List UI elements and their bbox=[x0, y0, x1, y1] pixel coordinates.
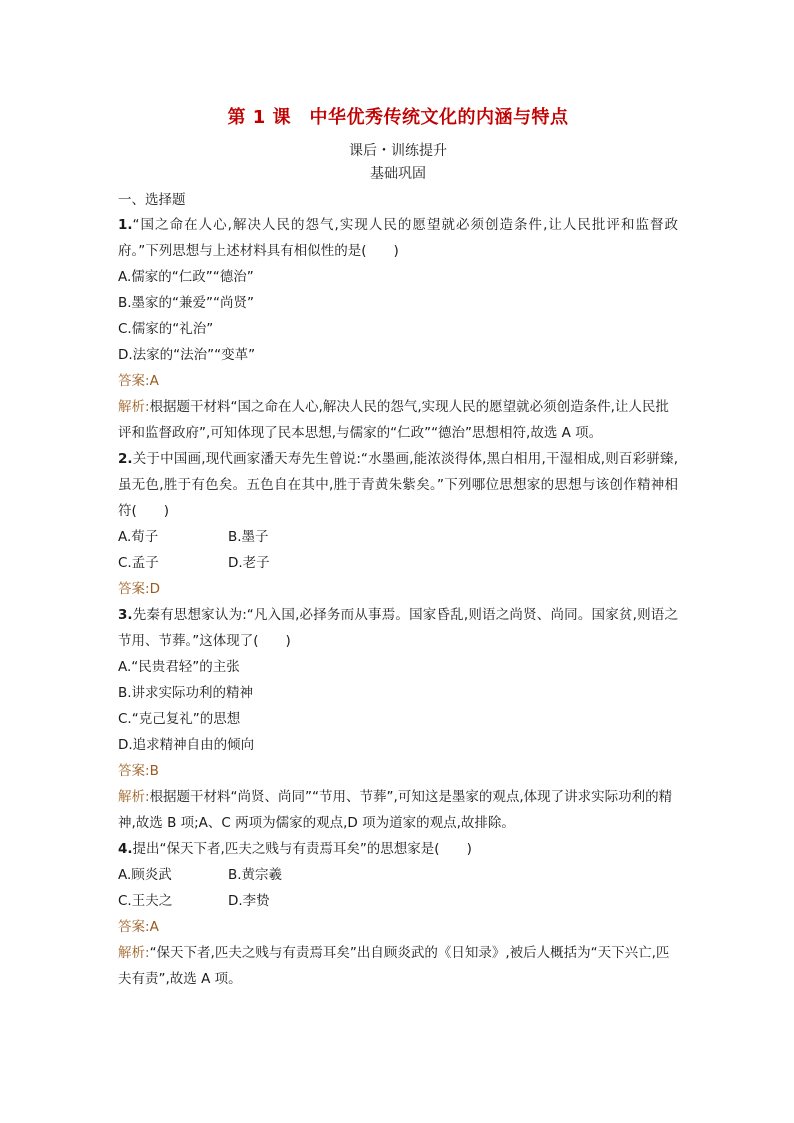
analysis-line bbox=[118, 784, 678, 836]
options-row-2 bbox=[118, 888, 678, 914]
part-heading: 一、选择题 bbox=[118, 192, 186, 208]
answer-line bbox=[118, 576, 678, 602]
question-1 bbox=[118, 212, 678, 446]
answer-value: A bbox=[149, 373, 159, 389]
analysis-text: “保天下者,匹夫之贱与有责焉耳矣”出自顾炎武的《日知录》,被后人概括为“天下兴亡,匹夫有责”,故选 A 项。 bbox=[118, 945, 670, 987]
option-c: C.“克己复礼”的思想 bbox=[118, 711, 241, 727]
option-b: B.墨子 bbox=[228, 529, 269, 545]
analysis-label: 解析: bbox=[118, 399, 150, 415]
question-stem bbox=[118, 446, 678, 524]
options-row-1 bbox=[118, 862, 678, 888]
question-stem bbox=[118, 836, 678, 862]
question-3 bbox=[118, 602, 678, 836]
option-d: D.李贽 bbox=[228, 893, 270, 909]
answer-label: 答案: bbox=[118, 919, 150, 935]
answer-label: 答案: bbox=[118, 581, 150, 597]
option-b: B.墨家的“兼爱”“尚贤” bbox=[118, 295, 255, 311]
answer-label: 答案: bbox=[118, 373, 150, 389]
question-2 bbox=[118, 446, 678, 602]
option-a: A.顾炎武 bbox=[118, 867, 172, 883]
options-row-1 bbox=[118, 524, 678, 550]
question-text: 先秦有思想家认为:“凡入国,必择务而从事焉。国家昏乱,则语之尚贤、尚同。国家贫,则语之节用、节葬。”这体现了( ) bbox=[118, 607, 678, 649]
answer-label: 答案: bbox=[118, 763, 150, 779]
analysis-label: 解析: bbox=[118, 789, 150, 805]
lesson-title: 第 1 课 中华优秀传统文化的内涵与特点 bbox=[227, 107, 569, 128]
question-text: “国之命在人心,解决人民的怨气,实现人民的愿望就必须创造条件,让人民批评和监督政府。”下列思想与上述材料具有相似性的是( ) bbox=[118, 217, 678, 259]
option-b: B.讲求实际功利的精神 bbox=[118, 685, 254, 701]
document-page bbox=[118, 104, 678, 992]
option-a: A.儒家的“仁政”“德治” bbox=[118, 269, 254, 285]
option-b: B.黄宗羲 bbox=[228, 867, 283, 883]
answer-value: D bbox=[149, 581, 160, 597]
answer-line bbox=[118, 914, 678, 940]
question-number: 3. bbox=[118, 607, 133, 623]
analysis-line bbox=[118, 394, 678, 446]
section-heading: 基础巩固 bbox=[370, 166, 426, 182]
analysis-text: 根据题干材料“国之命在人心,解决人民的怨气,实现人民的愿望就必须创造条件,让人民批评和监督政府”,可知体现了民本思想,与儒家的“仁政”“德治”思想相符,故选 A 项。 bbox=[118, 399, 669, 441]
lesson-subtitle: 课后・训练提升 bbox=[349, 143, 447, 159]
question-4 bbox=[118, 836, 678, 992]
option-d: D.法家的“法治”“变革” bbox=[118, 347, 256, 363]
question-text: 提出“保天下者,匹夫之贱与有责焉耳矣”的思想家是( ) bbox=[132, 841, 472, 857]
answer-value: B bbox=[149, 763, 159, 779]
question-number: 2. bbox=[118, 451, 133, 467]
options-row-2 bbox=[118, 550, 678, 576]
answer-line bbox=[118, 368, 678, 394]
option-c: C.孟子 bbox=[118, 555, 159, 571]
option-a: A.荀子 bbox=[118, 529, 159, 545]
option-c: C.王夫之 bbox=[118, 893, 173, 909]
option-a: A.“民贵君轻”的主张 bbox=[118, 659, 240, 675]
analysis-label: 解析: bbox=[118, 945, 150, 961]
question-number: 1. bbox=[118, 217, 133, 233]
answer-line bbox=[118, 758, 678, 784]
analysis-line bbox=[118, 940, 678, 992]
answer-value: A bbox=[149, 919, 159, 935]
option-d: D.老子 bbox=[228, 555, 270, 571]
question-stem bbox=[118, 212, 678, 264]
option-c: C.儒家的“礼治” bbox=[118, 321, 214, 337]
question-stem bbox=[118, 602, 678, 654]
question-text: 关于中国画,现代画家潘天寿先生曾说:“水墨画,能浓淡得体,黑白相用,干湿相成,则百彩骈臻,虽无色,胜于有色矣。五色自在其中,胜于青黄朱紫矣。”下列哪位思想家的思想与该创作精神相符( ) bbox=[118, 451, 678, 519]
option-d: D.追求精神自由的倾向 bbox=[118, 737, 255, 753]
analysis-text: 根据题干材料“尚贤、尚同”“节用、节葬”,可知这是墨家的观点,体现了讲求实际功利的精神,故选 B 项;A、C 两项为儒家的观点,D 项为道家的观点,故排除。 bbox=[118, 789, 673, 831]
question-number: 4. bbox=[118, 841, 133, 857]
